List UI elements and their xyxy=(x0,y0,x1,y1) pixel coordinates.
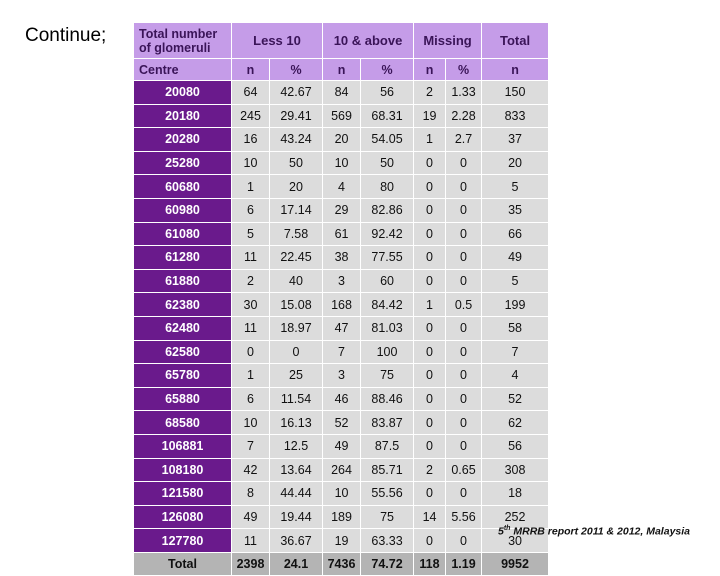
table-cell: 10 xyxy=(232,151,270,175)
table-row xyxy=(134,175,549,199)
table-cell: 308 xyxy=(482,458,549,482)
group-header-row xyxy=(134,23,549,59)
table-cell: 50 xyxy=(270,151,323,175)
subheader-centre: Centre xyxy=(134,59,232,81)
table-cell: 42.67 xyxy=(270,81,323,105)
table-cell: 5.56 xyxy=(446,505,482,529)
table-cell: 19 xyxy=(323,529,361,553)
table-cell: 66 xyxy=(482,222,549,246)
header-10-and-above: 10 & above xyxy=(323,23,414,59)
table-cell: 20 xyxy=(482,151,549,175)
table-cell: 7 xyxy=(482,340,549,364)
table-cell: 64 xyxy=(232,81,270,105)
table-cell: 49 xyxy=(482,246,549,270)
table-cell: 44.44 xyxy=(270,482,323,506)
table-cell: 0 xyxy=(446,175,482,199)
centre-code-cell: 106881 xyxy=(134,434,232,458)
centre-code-cell: 68580 xyxy=(134,411,232,435)
table-cell: 1.33 xyxy=(446,81,482,105)
table-cell: 2 xyxy=(414,458,446,482)
table-cell: 83.87 xyxy=(361,411,414,435)
continue-label: Continue; xyxy=(25,25,107,46)
table-cell: 3 xyxy=(323,269,361,293)
table-cell: 7 xyxy=(232,434,270,458)
table-cell: 0 xyxy=(446,411,482,435)
table-cell: 0 xyxy=(446,482,482,506)
header-total-number-of-glomeruli: Total number of glomeruli xyxy=(134,23,232,59)
table-cell: 36.67 xyxy=(270,529,323,553)
table-row xyxy=(134,340,549,364)
table-cell: 0 xyxy=(414,198,446,222)
table-cell: 6 xyxy=(232,198,270,222)
table-cell: 7 xyxy=(323,340,361,364)
table-cell: 199 xyxy=(482,293,549,317)
table-cell: 75 xyxy=(361,364,414,388)
table-cell: 0 xyxy=(446,364,482,388)
table-cell: 11 xyxy=(232,316,270,340)
table-cell: 0 xyxy=(414,269,446,293)
table-cell: 0 xyxy=(414,316,446,340)
centre-code-cell: 108180 xyxy=(134,458,232,482)
table-row xyxy=(134,81,549,105)
table-cell: 68.31 xyxy=(361,104,414,128)
table-cell: 3 xyxy=(323,364,361,388)
table-cell: 2 xyxy=(232,269,270,293)
total-cell: 74.72 xyxy=(361,552,414,576)
total-row xyxy=(134,552,549,576)
table-body xyxy=(134,81,549,576)
table-cell: 0 xyxy=(446,246,482,270)
table-cell: 87.5 xyxy=(361,434,414,458)
table-cell: 264 xyxy=(323,458,361,482)
glomeruli-table xyxy=(133,22,549,576)
table-row xyxy=(134,128,549,152)
table-row xyxy=(134,269,549,293)
total-cell: 24.1 xyxy=(270,552,323,576)
report-citation-text: MRRB report 2011 & 2012, Malaysia xyxy=(510,525,691,538)
table-cell: 0 xyxy=(414,411,446,435)
sub-header-row xyxy=(134,59,549,81)
table-cell: 77.55 xyxy=(361,246,414,270)
table-cell: 52 xyxy=(482,387,549,411)
subheader-n: n xyxy=(482,59,549,81)
table-cell: 2.28 xyxy=(446,104,482,128)
centre-code-cell: 20080 xyxy=(134,81,232,105)
centre-code-cell: 20180 xyxy=(134,104,232,128)
table-cell: 60 xyxy=(361,269,414,293)
centre-code-cell: 65780 xyxy=(134,364,232,388)
table-row xyxy=(134,198,549,222)
table-cell: 150 xyxy=(482,81,549,105)
table-cell: 30 xyxy=(482,529,549,553)
table-row xyxy=(134,364,549,388)
centre-code-cell: 62580 xyxy=(134,340,232,364)
table-row xyxy=(134,151,549,175)
centre-code-cell: 61080 xyxy=(134,222,232,246)
table-cell: 8 xyxy=(232,482,270,506)
table-cell: 0.5 xyxy=(446,293,482,317)
table-cell: 11.54 xyxy=(270,387,323,411)
table-cell: 0 xyxy=(414,246,446,270)
table-row xyxy=(134,434,549,458)
table-cell: 43.24 xyxy=(270,128,323,152)
table-cell: 0 xyxy=(414,175,446,199)
table-cell: 6 xyxy=(232,387,270,411)
subheader-percent: % xyxy=(270,59,323,81)
table-cell: 15.08 xyxy=(270,293,323,317)
centre-code-cell: 127780 xyxy=(134,529,232,553)
table-cell: 0 xyxy=(446,198,482,222)
table-cell: 82.86 xyxy=(361,198,414,222)
table-cell: 16.13 xyxy=(270,411,323,435)
table-cell: 11 xyxy=(232,246,270,270)
table-cell: 56 xyxy=(361,81,414,105)
table-cell: 84.42 xyxy=(361,293,414,317)
table-cell: 42 xyxy=(232,458,270,482)
table-cell: 5 xyxy=(482,269,549,293)
table-cell: 1 xyxy=(232,364,270,388)
table-cell: 0 xyxy=(270,340,323,364)
table-cell: 25 xyxy=(270,364,323,388)
table-cell: 168 xyxy=(323,293,361,317)
table-row xyxy=(134,246,549,270)
table-cell: 5 xyxy=(482,175,549,199)
table-cell: 2.7 xyxy=(446,128,482,152)
table-cell: 0 xyxy=(414,222,446,246)
table-cell: 10 xyxy=(232,411,270,435)
table-cell: 49 xyxy=(232,505,270,529)
table-cell: 10 xyxy=(323,482,361,506)
table-row xyxy=(134,387,549,411)
table-cell: 38 xyxy=(323,246,361,270)
table-cell: 12.5 xyxy=(270,434,323,458)
subheader-percent: % xyxy=(446,59,482,81)
table-cell: 10 xyxy=(323,151,361,175)
total-cell: 1.19 xyxy=(446,552,482,576)
total-cell: 2398 xyxy=(232,552,270,576)
table-cell: 56 xyxy=(482,434,549,458)
table-cell: 14 xyxy=(414,505,446,529)
table-cell: 11 xyxy=(232,529,270,553)
centre-code-cell: 60680 xyxy=(134,175,232,199)
table-cell: 85.71 xyxy=(361,458,414,482)
table-cell: 0 xyxy=(446,529,482,553)
table-cell: 80 xyxy=(361,175,414,199)
table-cell: 19.44 xyxy=(270,505,323,529)
table-cell: 30 xyxy=(232,293,270,317)
centre-code-cell: 121580 xyxy=(134,482,232,506)
centre-code-cell: 62380 xyxy=(134,293,232,317)
table-cell: 19 xyxy=(414,104,446,128)
table-cell: 4 xyxy=(323,175,361,199)
table-cell: 47 xyxy=(323,316,361,340)
table-row xyxy=(134,316,549,340)
table-cell: 18.97 xyxy=(270,316,323,340)
centre-code-cell: 62480 xyxy=(134,316,232,340)
subheader-n: n xyxy=(232,59,270,81)
table-cell: 0 xyxy=(446,151,482,175)
table-cell: 0 xyxy=(446,340,482,364)
table-cell: 0.65 xyxy=(446,458,482,482)
total-cell: 118 xyxy=(414,552,446,576)
total-label-cell: Total xyxy=(134,552,232,576)
subheader-percent: % xyxy=(361,59,414,81)
table-cell: 189 xyxy=(323,505,361,529)
table-cell: 0 xyxy=(414,340,446,364)
table-cell: 81.03 xyxy=(361,316,414,340)
table-cell: 84 xyxy=(323,81,361,105)
total-cell: 9952 xyxy=(482,552,549,576)
table-cell: 100 xyxy=(361,340,414,364)
table-cell: 75 xyxy=(361,505,414,529)
table-cell: 49 xyxy=(323,434,361,458)
table-cell: 1 xyxy=(414,128,446,152)
table-cell: 18 xyxy=(482,482,549,506)
table-cell: 20 xyxy=(323,128,361,152)
table-cell: 833 xyxy=(482,104,549,128)
table-cell: 20 xyxy=(270,175,323,199)
centre-code-cell: 60980 xyxy=(134,198,232,222)
table-cell: 35 xyxy=(482,198,549,222)
table-cell: 46 xyxy=(323,387,361,411)
table-cell: 17.14 xyxy=(270,198,323,222)
table-row xyxy=(134,505,549,529)
table-cell: 0 xyxy=(446,222,482,246)
table-cell: 55.56 xyxy=(361,482,414,506)
table-cell: 0 xyxy=(446,387,482,411)
total-cell: 7436 xyxy=(323,552,361,576)
centre-code-cell: 65880 xyxy=(134,387,232,411)
table-cell: 0 xyxy=(232,340,270,364)
table-row xyxy=(134,529,549,553)
centre-code-cell: 25280 xyxy=(134,151,232,175)
header-less-10: Less 10 xyxy=(232,23,323,59)
subheader-n: n xyxy=(323,59,361,81)
table-cell: 0 xyxy=(414,529,446,553)
table-cell: 61 xyxy=(323,222,361,246)
table-cell: 1 xyxy=(414,293,446,317)
table-cell: 62 xyxy=(482,411,549,435)
table-cell: 0 xyxy=(446,269,482,293)
table-cell: 0 xyxy=(414,364,446,388)
table-cell: 0 xyxy=(446,434,482,458)
table-cell: 0 xyxy=(446,316,482,340)
table-cell: 569 xyxy=(323,104,361,128)
report-ordinal: 5 xyxy=(498,525,504,538)
table-row xyxy=(134,411,549,435)
table-row xyxy=(134,104,549,128)
table-cell: 58 xyxy=(482,316,549,340)
table-cell: 2 xyxy=(414,81,446,105)
table-cell: 29 xyxy=(323,198,361,222)
table-cell: 50 xyxy=(361,151,414,175)
table-cell: 54.05 xyxy=(361,128,414,152)
table-cell: 22.45 xyxy=(270,246,323,270)
centre-code-cell: 61880 xyxy=(134,269,232,293)
table-cell: 0 xyxy=(414,434,446,458)
table-cell: 40 xyxy=(270,269,323,293)
table-row xyxy=(134,293,549,317)
table-cell: 252 xyxy=(482,505,549,529)
table-cell: 0 xyxy=(414,387,446,411)
table-cell: 245 xyxy=(232,104,270,128)
header-total: Total xyxy=(482,23,549,59)
centre-code-cell: 61280 xyxy=(134,246,232,270)
centre-code-cell: 20280 xyxy=(134,128,232,152)
table-row xyxy=(134,222,549,246)
table-cell: 88.46 xyxy=(361,387,414,411)
subheader-n: n xyxy=(414,59,446,81)
table-cell: 7.58 xyxy=(270,222,323,246)
report-citation xyxy=(498,525,690,538)
table-cell: 0 xyxy=(414,151,446,175)
centre-code-cell: 126080 xyxy=(134,505,232,529)
table-cell: 52 xyxy=(323,411,361,435)
table-cell: 4 xyxy=(482,364,549,388)
header-missing: Missing xyxy=(414,23,482,59)
table-cell: 13.64 xyxy=(270,458,323,482)
table-cell: 37 xyxy=(482,128,549,152)
table-cell: 63.33 xyxy=(361,529,414,553)
table-cell: 29.41 xyxy=(270,104,323,128)
table-row xyxy=(134,458,549,482)
table-cell: 0 xyxy=(414,482,446,506)
report-ordinal-suffix: th xyxy=(503,525,511,532)
table-cell: 92.42 xyxy=(361,222,414,246)
table-cell: 1 xyxy=(232,175,270,199)
table-cell: 16 xyxy=(232,128,270,152)
table-row xyxy=(134,482,549,506)
table-cell: 5 xyxy=(232,222,270,246)
